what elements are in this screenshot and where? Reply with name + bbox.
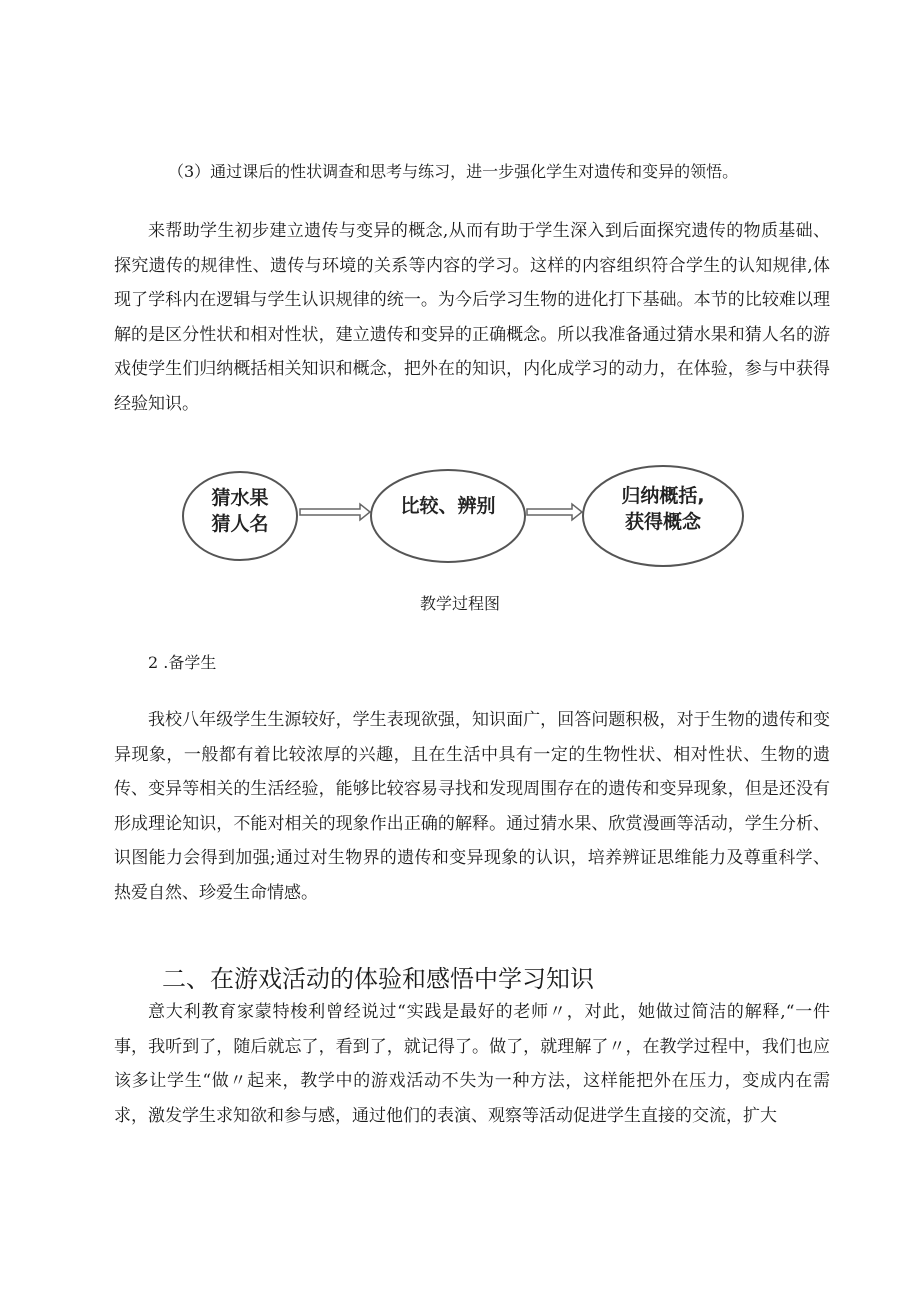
process-step-2-label: 比较、辨别 — [400, 495, 496, 517]
section-heading: 二、在游戏活动的体验和感悟中学习知识 — [162, 964, 594, 993]
process-step-1-line1: 猜水果 — [211, 487, 269, 509]
process-arrow-2 — [527, 504, 582, 520]
list-item-3: （3）通过课后的性状调查和思考与练习，进一步强化学生对遗传和变异的领悟。 — [168, 162, 739, 181]
paragraph-content-organization: 来帮助学生初步建立遗传与变异的概念,从而有助于学生深入到后面探究遗传的物质基础、探究遗传的规律性、遗传与环境的关系等内容的学习。这样的内容组织符合学生的认知规律,体现了学科内在逻辑与学生认识规律的统一。为今后学习生物的进化打下基础。本节的比较难以理解的是区分性状和相对性状，建立遗传和变异的正确概念。所以我准备通过猜水果和猜人名的游戏使学生们归纳概括相关知识和概念，把外在的知识，内化成学习的动力，在体验，参与中获得经验知识。 — [114, 221, 830, 414]
process-step-3-line1: 归纳概括, — [621, 485, 705, 507]
paragraph-student-analysis: 我校八年级学生生源较好，学生表现欲强，知识面广，回答问题积极，对于生物的遗传和变异现象，一般都有着比较浓厚的兴趣，且在生活中具有一定的生物性状、相对性状、生物的遗传、变异等相关的生活经验，能够比较容易寻找和发现周围存在的遗传和变异现象，但是还没有形成理论知识，不能对相关的现象作出正确的解释。通过猜水果、欣赏漫画等活动，学生分析、识图能力会得到加强;通过对生物界的遗传和变异现象的认识，培养辨证思维能力及尊重科学、热爱自然、珍爱生命情感。 — [114, 710, 830, 903]
figure-caption: 教学过程图 — [419, 594, 500, 613]
process-step-1-line2: 猜人名 — [211, 513, 269, 535]
process-step-3-line2: 获得概念 — [624, 511, 702, 533]
paragraph-game-learning: 意大利教育家蒙特梭利曾经说过“实践是最好的老师〃，对此，她做过简洁的解释,“一件事，我听到了，随后就忘了，看到了，就记得了。做了，就理解了〃，在教学过程中，我们也应该多让学生“做〃起来，教学中的游戏活动不失为一种方法，这样能把外在压力，变成内在需求，激发学生求知欲和参与感，通过他们的表演、观察等活动促进学生直接的交流，扩大 — [114, 1002, 830, 1126]
process-arrow-1 — [300, 504, 370, 520]
teaching-process-diagram — [180, 460, 750, 570]
section-subheading: 2 .备学生 — [148, 653, 217, 672]
